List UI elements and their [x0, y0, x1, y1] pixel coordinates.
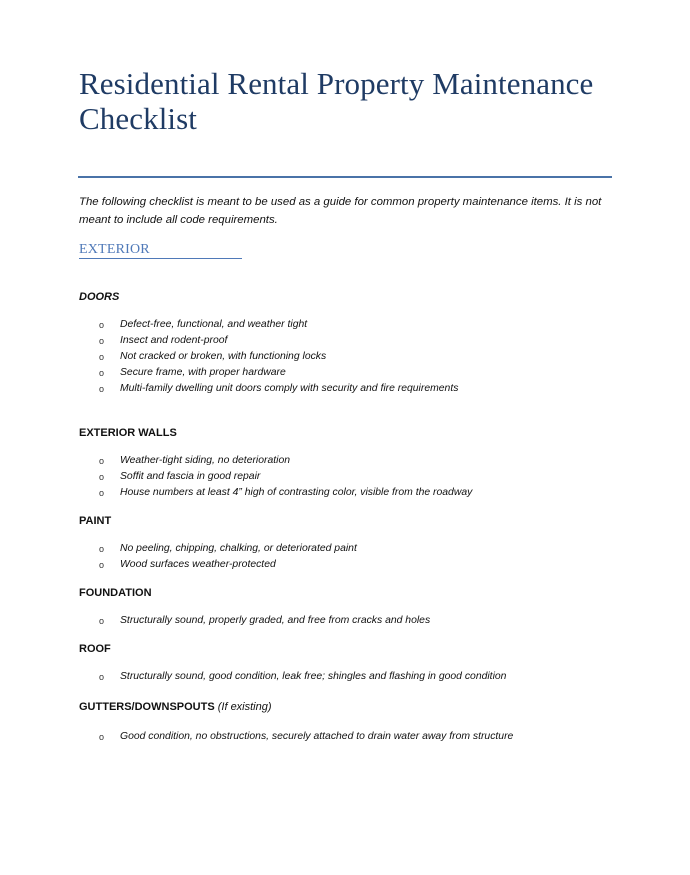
bullet-icon: o [99, 560, 105, 570]
subheading-paint: PAINT [79, 515, 112, 527]
bullet-icon: o [99, 616, 105, 626]
list-item [0, 365, 690, 381]
bullet-icon: o [99, 352, 105, 362]
list-item-text: Weather-tight siding, no deterioration [120, 455, 291, 466]
doors-list [0, 317, 690, 397]
bullet-icon: o [99, 456, 105, 466]
title-rule [78, 176, 612, 178]
list-item-text: Multi-family dwelling unit doors comply with security and fire requirements [120, 383, 459, 394]
list-item [0, 669, 690, 685]
bullet-icon: o [99, 368, 105, 378]
list-item-text: Not cracked or broken, with functioning locks [120, 351, 327, 362]
list-item [0, 613, 690, 629]
list-item [0, 469, 690, 485]
list-item [0, 453, 690, 469]
list-item-text: Secure frame, with proper hardware [120, 367, 286, 378]
intro-paragraph: The following checklist is meant to be used as a guide for common property maintenance items. It is not meant to include all code requirements. [79, 196, 602, 226]
bullet-icon: o [99, 672, 105, 682]
list-item [0, 541, 690, 557]
list-item [0, 485, 690, 501]
subheading-gutters-label: GUTTERS/DOWNSPOUTS [79, 701, 215, 713]
list-item-text: Soffit and fascia in good repair [120, 471, 261, 482]
bullet-icon: o [99, 336, 105, 346]
bullet-icon: o [99, 384, 105, 394]
foundation-list [0, 613, 690, 629]
roof-list [0, 669, 690, 685]
list-item-text: Insect and rodent-proof [120, 335, 228, 346]
bullet-icon: o [99, 320, 105, 330]
section-heading-exterior: EXTERIOR [79, 241, 242, 259]
list-item-text: No peeling, chipping, chalking, or deteriorated paint [120, 543, 357, 554]
list-item-text: Structurally sound, properly graded, and free from cracks and holes [120, 615, 431, 626]
subheading-exterior-walls: EXTERIOR WALLS [79, 427, 177, 439]
subheading-gutters-note: (If existing) [217, 701, 272, 713]
subheading-gutters [79, 700, 272, 714]
list-item-text: House numbers at least 4” high of contrasting color, visible from the roadway [120, 487, 473, 498]
bullet-icon: o [99, 732, 105, 742]
subheading-roof: ROOF [79, 643, 111, 655]
paint-list [0, 541, 690, 573]
document-title: Residential Rental Property Maintenance Checklist [79, 66, 594, 136]
list-item-text: Wood surfaces weather-protected [120, 559, 276, 570]
list-item [0, 317, 690, 333]
gutters-list [0, 729, 690, 745]
list-item [0, 349, 690, 365]
list-item [0, 333, 690, 349]
bullet-icon: o [99, 544, 105, 554]
list-item [0, 557, 690, 573]
list-item-text: Structurally sound, good condition, leak free; shingles and flashing in good condition [120, 671, 507, 682]
list-item [0, 381, 690, 397]
list-item-text: Good condition, no obstructions, securely attached to drain water away from structure [120, 731, 514, 742]
exterior-walls-list [0, 453, 690, 501]
list-item-text: Defect-free, functional, and weather tight [120, 319, 308, 330]
bullet-icon: o [99, 488, 105, 498]
list-item [0, 729, 690, 745]
bullet-icon: o [99, 472, 105, 482]
subheading-foundation: FOUNDATION [79, 587, 152, 599]
subheading-doors: DOORS [79, 291, 120, 303]
